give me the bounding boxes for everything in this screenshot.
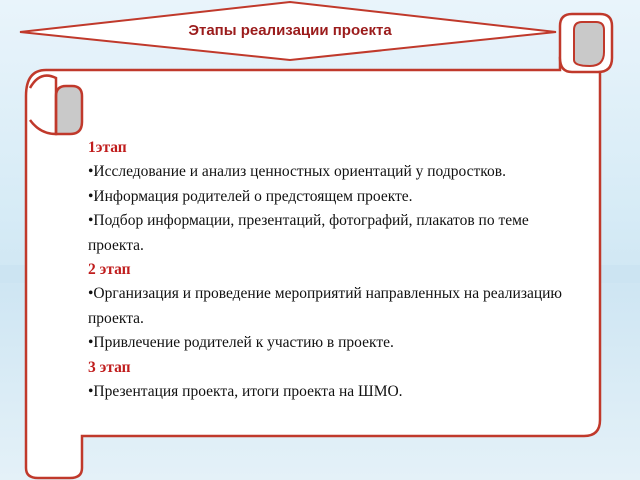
- list-item: •Презентация проекта, итоги проекта на ШМО.: [88, 383, 403, 401]
- stage-label: 3 этап: [88, 358, 131, 376]
- list-item: •Подбор информации, презентаций, фотографий, плакатов по теме проекта.: [88, 212, 529, 254]
- page-title: Этапы реализации проекта: [188, 22, 392, 39]
- stage-label: 2 этап: [88, 261, 131, 279]
- stage-label: 1этап: [88, 139, 127, 156]
- list-item: •Привлечение родителей к участию в проекте.: [88, 334, 394, 352]
- list-item: •Исследование и анализ ценностных ориентаций у подростков.: [88, 163, 506, 181]
- left-curl: [56, 86, 82, 134]
- list-item: •Организация и проведение мероприятий направленных на реализацию проекта.: [88, 285, 563, 327]
- stages-content: [88, 136, 588, 404]
- list-item: •Информация родителей о предстоящем проекте.: [88, 187, 413, 205]
- right-curl-shade: [574, 22, 604, 66]
